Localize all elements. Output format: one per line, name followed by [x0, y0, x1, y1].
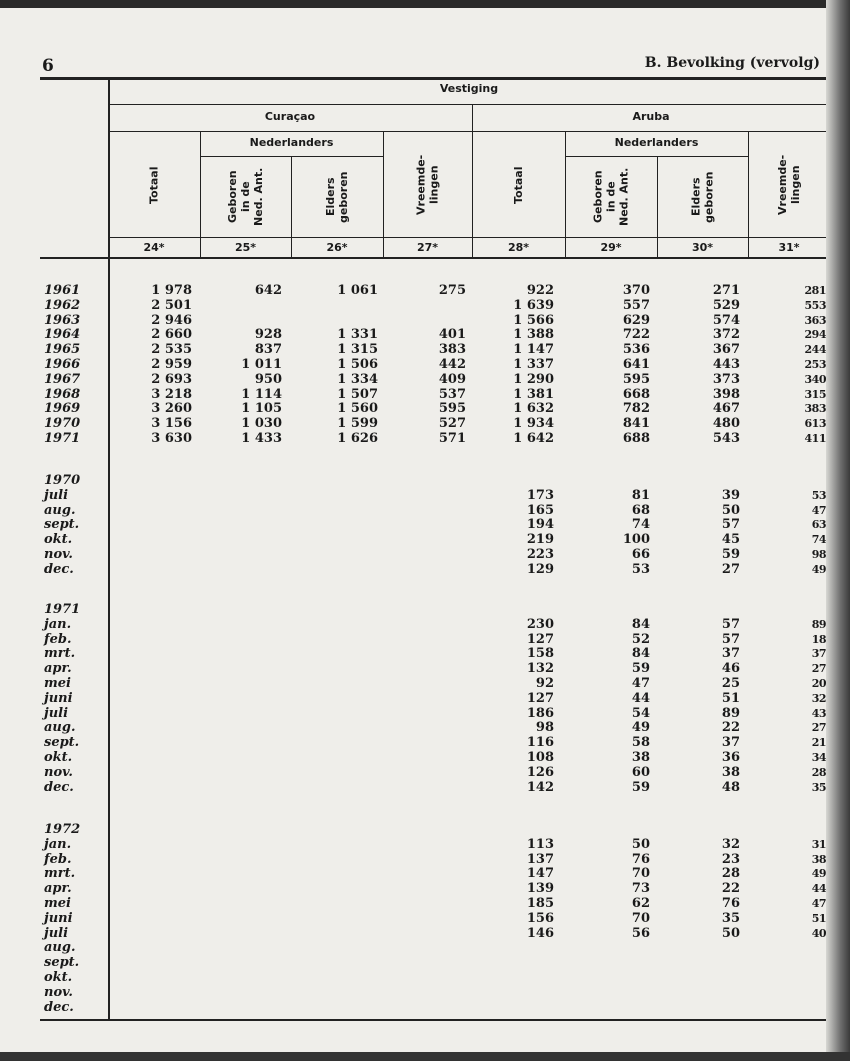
block-year-label: 1972	[44, 822, 81, 837]
table-cell: 57	[721, 517, 740, 533]
table-cell: 1 290	[513, 371, 554, 387]
table-cell: 2 501	[151, 297, 192, 313]
column-number: 25*	[234, 241, 257, 254]
row-label: apr.	[44, 661, 72, 677]
page-number: 6	[42, 56, 54, 76]
table-cell: 22	[721, 881, 740, 897]
table-cell: 553	[804, 298, 826, 312]
table-cell: 367	[712, 342, 740, 358]
table-cell: 1 506	[337, 357, 378, 372]
bottom-rule	[40, 1019, 830, 1021]
table-cell: 1 566	[513, 312, 554, 328]
header-nederlanders-aruba: Nederlanders	[614, 136, 699, 149]
column-number: 29*	[600, 241, 622, 254]
row-label: juli	[44, 705, 69, 721]
table-cell: 35	[811, 780, 826, 794]
table-cell: 108	[526, 750, 554, 765]
column-header: Geboren in de Ned. Ant.	[226, 167, 265, 227]
scan-bottom-edge	[0, 1052, 850, 1061]
row-label: 1961	[44, 283, 81, 298]
table-cell: 37	[811, 647, 826, 661]
row-label: 1971	[44, 431, 81, 446]
scan-top-edge	[0, 0, 850, 8]
table-cell: 28	[811, 765, 826, 779]
row-label: mrt.	[44, 866, 76, 882]
table-cell: 668	[622, 386, 650, 402]
table-cell: 18	[811, 632, 826, 646]
table-cell: 641	[622, 357, 650, 372]
table-cell: 1 315	[337, 342, 378, 358]
table-cell: 92	[535, 676, 554, 691]
table-cell: 1 560	[337, 401, 378, 417]
table-cell: 253	[804, 358, 826, 371]
table-cell: 113	[526, 836, 554, 852]
table-cell: 53	[631, 561, 650, 577]
table-cell: 59	[631, 779, 650, 795]
table-cell: 928	[254, 327, 282, 343]
table-cell: 1 507	[337, 386, 378, 402]
table-cell: 613	[804, 417, 826, 431]
table-cell: 186	[526, 705, 554, 721]
table-cell: 1 331	[337, 327, 378, 343]
table-cell: 73	[631, 881, 650, 897]
row-label: feb.	[44, 851, 72, 867]
header-vestiging: Vestiging	[439, 82, 499, 95]
table-cell: 37	[721, 646, 740, 662]
row-label: mei	[44, 896, 71, 911]
top-rule	[40, 77, 830, 80]
table-cell: 3 156	[151, 416, 192, 432]
table-cell: 595	[438, 401, 466, 417]
table-cell: 722	[622, 327, 650, 343]
table-cell: 1 147	[513, 342, 554, 358]
table-cell: 557	[622, 297, 650, 313]
row-label: aug.	[44, 720, 76, 736]
row-label: mrt.	[44, 646, 76, 662]
table-cell: 137	[526, 851, 554, 867]
table-cell: 63	[811, 518, 826, 532]
table-cell: 409	[438, 371, 466, 387]
row-label: apr.	[44, 881, 72, 897]
table-cell: 48	[721, 779, 740, 795]
table-cell: 3 260	[151, 401, 192, 417]
table-cell: 34	[811, 751, 826, 764]
table-cell: 100	[622, 532, 650, 548]
row-label: juni	[44, 910, 73, 926]
row-label: aug.	[44, 502, 76, 518]
table-cell: 23	[721, 851, 740, 867]
rule	[108, 104, 830, 105]
table-cell: 642	[254, 283, 282, 298]
table-cell: 127	[526, 631, 554, 647]
table-cell: 230	[526, 616, 554, 632]
table-cell: 44	[811, 882, 826, 896]
table-cell: 59	[721, 547, 740, 562]
table-cell: 1 381	[513, 386, 554, 402]
table-cell: 43	[811, 706, 826, 720]
table-cell: 47	[811, 897, 826, 910]
table-cell: 2 693	[151, 371, 192, 387]
table-cell: 271	[712, 283, 740, 298]
table-cell: 22	[721, 720, 740, 736]
table-cell: 401	[438, 327, 466, 343]
table-cell: 315	[804, 387, 826, 401]
row-label: 1969	[44, 401, 81, 417]
table-cell: 442	[438, 357, 466, 372]
table-cell: 44	[631, 690, 650, 706]
row-label: mei	[44, 676, 71, 691]
table-cell: 275	[438, 283, 466, 298]
table-cell: 70	[631, 866, 650, 882]
table-cell: 89	[721, 705, 740, 721]
column-header: Elders geboren	[689, 171, 716, 223]
column-header: Totaal	[147, 166, 161, 204]
table-cell: 1 334	[337, 371, 378, 387]
table-cell: 38	[721, 764, 740, 780]
row-label: okt.	[44, 750, 73, 765]
table-cell: 1 388	[513, 327, 554, 343]
table-cell: 38	[811, 852, 826, 866]
table-cell: 595	[622, 371, 650, 387]
table-cell: 47	[811, 503, 826, 517]
table-cell: 20	[811, 677, 826, 690]
column-header: Geboren in de Ned. Ant.	[591, 167, 631, 227]
table-cell: 74	[811, 533, 826, 547]
row-label: aug.	[44, 940, 76, 956]
row-label: 1970	[44, 416, 81, 432]
table-cell: 89	[811, 617, 826, 631]
table-cell: 139	[526, 881, 554, 897]
table-cell: 1 011	[241, 357, 282, 372]
row-label: juli	[44, 487, 69, 503]
table-cell: 2 535	[151, 342, 192, 358]
column-number: 28*	[507, 241, 530, 254]
table-cell: 363	[804, 313, 826, 327]
table-cell: 1 978	[151, 283, 192, 298]
table-cell: 57	[721, 616, 740, 632]
table-cell: 146	[526, 925, 554, 941]
table-cell: 244	[804, 343, 826, 357]
table-cell: 50	[631, 836, 650, 852]
table-cell: 62	[631, 896, 650, 911]
running-head: B. Bevolking (vervolg)	[644, 55, 820, 71]
table-cell: 1 626	[337, 431, 378, 446]
table-cell: 116	[526, 735, 554, 751]
table-cell: 1 061	[337, 283, 378, 298]
table-cell: 1 114	[241, 386, 282, 402]
table-cell: 70	[631, 910, 650, 926]
table-cell: 571	[438, 431, 466, 446]
table-cell: 340	[804, 372, 826, 386]
table-cell: 27	[811, 662, 826, 676]
column-number: 26*	[326, 241, 348, 254]
table-cell: 1 639	[513, 297, 554, 313]
table-cell: 51	[811, 911, 826, 925]
row-label: okt.	[44, 532, 73, 548]
table-cell: 31	[811, 837, 826, 851]
table-cell: 543	[712, 431, 740, 446]
row-label: jan.	[44, 836, 72, 852]
table-cell: 837	[254, 342, 282, 358]
column-header: Elders geboren	[324, 171, 350, 223]
table-cell: 98	[535, 720, 554, 736]
row-label: 1967	[44, 371, 81, 387]
table-cell: 50	[721, 925, 740, 941]
table-cell: 173	[526, 487, 554, 503]
table-cell: 383	[438, 342, 466, 358]
table-cell: 574	[712, 312, 740, 328]
table-cell: 32	[721, 836, 740, 852]
table-cell: 129	[526, 561, 554, 577]
row-label: 1966	[44, 357, 81, 372]
row-label: juli	[44, 925, 69, 941]
table-cell: 2 946	[151, 312, 192, 328]
column-number: 24*	[143, 241, 165, 254]
row-label: sept.	[44, 735, 80, 751]
table-cell: 1 642	[513, 431, 554, 446]
table-cell: 2 660	[151, 327, 192, 343]
table-cell: 37	[721, 735, 740, 751]
table-cell: 49	[631, 720, 650, 736]
table-cell: 529	[712, 297, 740, 313]
table-cell: 841	[622, 416, 650, 432]
table-cell: 1 433	[241, 431, 282, 446]
rule	[108, 131, 830, 132]
table-cell: 76	[721, 896, 740, 911]
row-label: nov.	[44, 547, 73, 562]
table-cell: 185	[526, 896, 554, 911]
table-cell: 68	[631, 502, 650, 518]
header-nederlanders-curacao: Nederlanders	[249, 136, 334, 149]
table-cell: 536	[622, 342, 650, 358]
table-cell: 3 218	[151, 386, 192, 402]
table-cell: 28	[721, 866, 740, 882]
table-cell: 49	[811, 867, 826, 881]
table-cell: 25	[721, 676, 740, 691]
table-cell: 398	[712, 386, 740, 402]
table-cell: 39	[721, 487, 740, 503]
row-label: nov.	[44, 984, 73, 1000]
table-cell: 1 030	[241, 416, 282, 432]
header-bottom-rule	[40, 257, 830, 259]
table-cell: 59	[631, 661, 650, 677]
table-cell: 38	[631, 750, 650, 765]
table-cell: 2 959	[151, 357, 192, 372]
table-cell: 782	[622, 401, 650, 417]
table-cell: 40	[811, 926, 826, 940]
row-label: juni	[44, 690, 73, 706]
row-label: nov.	[44, 764, 73, 780]
table-cell: 27	[721, 561, 740, 577]
row-label: dec.	[44, 999, 74, 1015]
table-cell: 47	[631, 676, 650, 691]
table-cell: 3 630	[151, 431, 192, 446]
table-cell: 21	[811, 736, 826, 750]
table-cell: 950	[254, 371, 282, 387]
column-header: Totaal	[512, 166, 525, 204]
row-label: 1962	[44, 297, 81, 313]
row-label: sept.	[44, 955, 80, 971]
table-cell: 527	[438, 416, 466, 432]
table-cell: 219	[526, 532, 554, 548]
table-cell: 32	[811, 691, 826, 705]
row-label: 1963	[44, 312, 81, 328]
table-cell: 467	[712, 401, 740, 417]
table-cell: 373	[712, 371, 740, 387]
table-cell: 84	[631, 646, 650, 662]
table-cell: 76	[631, 851, 650, 867]
table-cell: 51	[721, 690, 740, 706]
table-cell: 126	[526, 764, 554, 780]
column-number: 30*	[691, 241, 714, 254]
column-header: Vreemde- lingen	[414, 154, 441, 216]
table-cell: 142	[526, 779, 554, 795]
table-cell: 84	[631, 616, 650, 632]
table-cell: 98	[811, 548, 826, 561]
block-year-label: 1970	[44, 473, 81, 488]
table-cell: 372	[712, 327, 740, 343]
row-label: okt.	[44, 970, 73, 985]
table-cell: 60	[631, 764, 650, 780]
table-cell: 50	[721, 502, 740, 518]
rule	[108, 237, 830, 238]
table-cell: 629	[622, 312, 650, 328]
table-cell: 52	[631, 631, 650, 647]
scan-right-edge	[826, 0, 850, 1061]
table-cell: 294	[804, 328, 826, 342]
table-cell: 56	[631, 925, 650, 941]
table-cell: 411	[804, 432, 826, 445]
table-cell: 27	[811, 721, 826, 735]
row-label: 1968	[44, 386, 81, 402]
table-cell: 46	[721, 661, 740, 677]
table-cell: 1 105	[241, 401, 282, 417]
column-number: 27*	[416, 241, 439, 254]
table-cell: 537	[438, 386, 466, 402]
row-label: dec.	[44, 779, 74, 795]
table-cell: 383	[804, 402, 826, 416]
header-curacao: Curaçao	[264, 110, 316, 123]
table-cell: 81	[631, 487, 650, 503]
table-cell: 58	[631, 735, 650, 751]
table-cell: 49	[811, 562, 826, 576]
table-cell: 53	[811, 488, 826, 502]
table-cell: 74	[631, 517, 650, 533]
table-cell: 281	[804, 284, 826, 297]
row-label: 1965	[44, 342, 81, 358]
table-cell: 1 599	[337, 416, 378, 432]
table-cell: 165	[526, 502, 554, 518]
row-label: jan.	[44, 616, 72, 632]
table-cell: 480	[712, 416, 740, 432]
table-cell: 688	[622, 431, 650, 446]
table-cell: 66	[631, 547, 650, 562]
table-cell: 370	[622, 283, 650, 298]
table-cell: 156	[526, 910, 554, 926]
table-cell: 35	[721, 910, 740, 926]
table-cell: 1 337	[513, 357, 554, 372]
table-cell: 147	[526, 866, 554, 882]
row-label: 1964	[44, 327, 81, 343]
table-cell: 922	[526, 283, 554, 298]
column-header: Vreemde- lingen	[776, 154, 802, 216]
block-year-label: 1971	[44, 602, 81, 617]
column-number: 31*	[778, 241, 800, 254]
table-cell: 1 632	[513, 401, 554, 417]
table-cell: 1 934	[513, 416, 554, 432]
table-cell: 132	[526, 661, 554, 677]
table-cell: 36	[721, 750, 740, 765]
table-cell: 57	[721, 631, 740, 647]
table-cell: 223	[526, 547, 554, 562]
table-cell: 194	[526, 517, 554, 533]
row-label: dec.	[44, 561, 74, 577]
row-label: sept.	[44, 517, 80, 533]
table-cell: 127	[526, 690, 554, 706]
table-cell: 443	[712, 357, 740, 372]
row-label: feb.	[44, 631, 72, 647]
table-cell: 54	[631, 705, 650, 721]
table-cell: 45	[721, 532, 740, 548]
table-cell: 158	[526, 646, 554, 662]
header-aruba: Aruba	[632, 110, 670, 123]
